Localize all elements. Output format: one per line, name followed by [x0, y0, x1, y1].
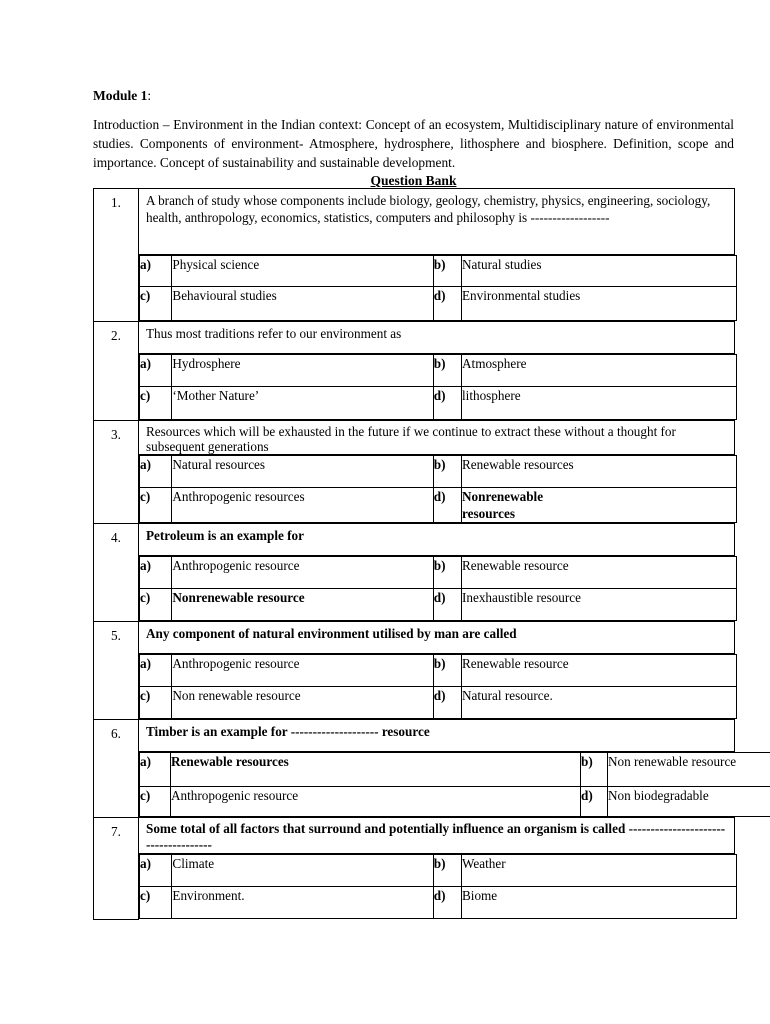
option-label-c: c) — [140, 787, 171, 817]
options-row-2 — [94, 354, 735, 421]
question-row-4 — [94, 524, 735, 556]
question-number: 3. — [94, 421, 139, 524]
option-a: Natural resources — [172, 456, 433, 488]
question-row-1 — [94, 189, 735, 255]
option-b: Non renewable resource — [608, 753, 770, 787]
option-a: Physical science — [172, 256, 433, 287]
options-row-7 — [94, 854, 735, 920]
option-b: Weather — [462, 855, 737, 887]
question-number: 5. — [94, 622, 139, 720]
question-text: Some total of all factors that surround and potentially influence an organism is called ------------------------------------- — [139, 818, 735, 854]
option-label-c: c) — [140, 887, 172, 919]
option-b: Atmosphere — [462, 355, 737, 387]
option-label-d: d) — [433, 287, 461, 321]
option-d: lithosphere — [462, 387, 737, 420]
option-c: ‘Mother Nature’ — [172, 387, 433, 420]
option-label-d: d) — [433, 488, 461, 523]
question-text: Any component of natural environment utilised by man are called — [139, 622, 735, 654]
question-number: 6. — [94, 720, 139, 818]
option-label-a: a) — [140, 456, 172, 488]
option-label-b: b) — [433, 355, 461, 387]
question-row-5 — [94, 622, 735, 654]
options-row-1 — [94, 255, 735, 322]
option-label-c: c) — [140, 387, 172, 420]
option-label-d: d) — [433, 589, 461, 621]
option-label-b: b) — [433, 855, 461, 887]
option-a: Anthropogenic resource — [172, 557, 433, 589]
document-page — [93, 86, 737, 920]
question-number: 4. — [94, 524, 139, 622]
question-bank-table — [93, 188, 735, 920]
question-row-2 — [94, 322, 735, 354]
options-row-5 — [94, 654, 735, 720]
option-b: Renewable resource — [462, 557, 737, 589]
module-heading — [93, 86, 734, 106]
option-a: Hydrosphere — [172, 355, 433, 387]
option-b: Renewable resource — [462, 655, 737, 687]
question-number: 1. — [94, 189, 139, 322]
option-b: Natural studies — [462, 256, 737, 287]
option-c: Non renewable resource — [172, 687, 433, 719]
option-label-b: b) — [433, 256, 461, 287]
question-number: 7. — [94, 818, 139, 920]
question-bank-title: Question Bank — [370, 173, 457, 188]
option-c: Behavioural studies — [172, 287, 433, 321]
option-a: Renewable resources — [171, 753, 581, 787]
option-label-b: b) — [433, 557, 461, 589]
option-b: Renewable resources — [462, 456, 737, 488]
question-text: Petroleum is an example for — [139, 524, 735, 556]
option-label-a: a) — [140, 753, 171, 787]
option-label-a: a) — [140, 355, 172, 387]
option-label-b: b) — [581, 753, 608, 787]
option-label-a: a) — [140, 855, 172, 887]
option-c: Anthropogenic resource — [171, 787, 581, 817]
options-row-3 — [94, 455, 735, 524]
option-label-d: d) — [581, 787, 608, 817]
question-row-3 — [94, 421, 735, 455]
option-d: Non biodegradable — [608, 787, 770, 817]
option-d: Biome — [462, 887, 737, 919]
option-label-a: a) — [140, 557, 172, 589]
option-label-c: c) — [140, 687, 172, 719]
option-label-d: d) — [433, 387, 461, 420]
intro-paragraph: Introduction – Environment in the Indian context: Concept of an ecosystem, Multidisciplinary nature of environmental studies. Components of environment- Atmosphere, hydrosphere, lithosphere and biosphere. Definition, scope and importance. Concept of sustainability and sustainable development. — [93, 117, 734, 170]
option-label-d: d) — [433, 887, 461, 919]
question-text: Thus most traditions refer to our environment as — [139, 322, 735, 354]
option-label-b: b) — [433, 456, 461, 488]
option-c: Nonrenewable resource — [172, 589, 433, 621]
option-c: Anthropogenic resources — [172, 488, 433, 523]
option-label-c: c) — [140, 589, 172, 621]
options-row-4 — [94, 556, 735, 622]
question-row-6 — [94, 720, 735, 752]
option-label-c: c) — [140, 488, 172, 523]
option-label-a: a) — [140, 256, 172, 287]
question-text: Resources which will be exhausted in the future if we continue to extract these without a thought for subsequent generations — [139, 421, 735, 455]
option-label-d: d) — [433, 687, 461, 719]
option-label-b: b) — [433, 655, 461, 687]
module-colon: : — [147, 88, 152, 103]
options-row-6 — [94, 752, 735, 818]
option-d: Inexhaustible resource — [462, 589, 737, 621]
option-d: Nonrenewable resources — [462, 488, 737, 523]
question-text: Timber is an example for -------------------- resource — [139, 720, 735, 752]
module-title: Module 1 — [93, 88, 148, 103]
question-text: A branch of study whose components include biology, geology, chemistry, physics, engineering, sociology, health, anthropology, economics, statistics, computers and philosophy is ------------------ — [139, 189, 735, 255]
option-c: Environment. — [172, 887, 433, 919]
option-label-a: a) — [140, 655, 172, 687]
option-a: Climate — [172, 855, 433, 887]
option-d: Environmental studies — [462, 287, 737, 321]
option-d: Natural resource. — [462, 687, 737, 719]
option-a: Anthropogenic resource — [172, 655, 433, 687]
option-label-c: c) — [140, 287, 172, 321]
question-number: 2. — [94, 322, 139, 421]
question-row-7 — [94, 818, 735, 854]
